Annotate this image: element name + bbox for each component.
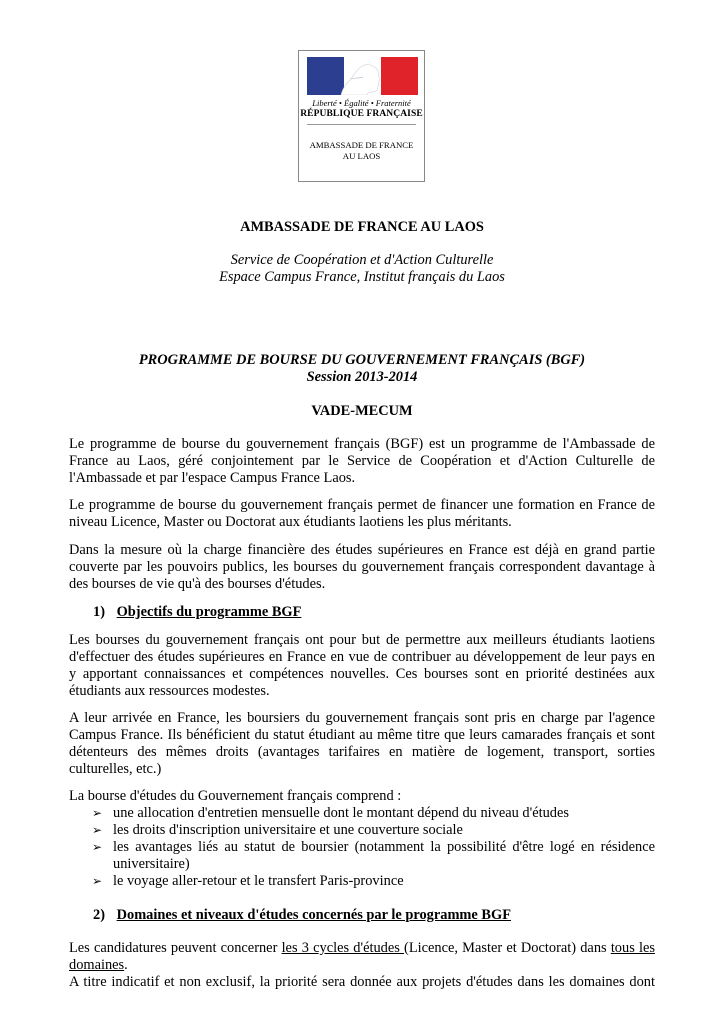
domaines-text: . — [124, 957, 128, 973]
paragraph-line: Le programme de bourse du gouvernement français (BGF) est un programme de l'Ambassade de — [69, 436, 655, 452]
republique-francaise-text: RÉPUBLIQUE FRANÇAISE — [300, 109, 423, 119]
program-title: PROGRAMME DE BOURSE DU GOUVERNEMENT FRANÇAIS (BGF) — [138, 352, 586, 368]
motto-text: Liberté • Égalité • Fraternité — [312, 98, 411, 108]
paragraph-line: d'effectuer des études supérieures en France en vue de contribuer au développement de leur pays en — [69, 649, 655, 665]
republique-francaise-logo — [298, 50, 425, 182]
program-session: Session 2013-2014 — [306, 369, 418, 385]
logo-embassy-line2: AU LAOS — [342, 151, 381, 161]
paragraph-line: y apportant connaissances et compétences nouvelles. Ces bourses sont en priorité destinées aux — [69, 666, 655, 682]
logo-embassy-line1: AMBASSADE DE FRANCE — [309, 140, 414, 150]
paragraph-line: couverte par les pouvoirs publics, les bourses du gouvernement français correspondent davantage à — [69, 559, 655, 575]
paragraph-line: A titre indicatif et non exclusif, la priorité sera donnée aux projets d'études dans les domaines dont — [69, 974, 655, 990]
bullet-text: universitaire) — [113, 856, 190, 872]
arrow-bullet-icon: ➢ — [92, 823, 103, 837]
tous-les-domaines-text: domaines — [69, 957, 125, 973]
paragraph-line: Dans la mesure où la charge financière des études supérieures en France est déjà en grand partie — [69, 542, 655, 558]
arrow-bullet-icon: ➢ — [92, 874, 103, 888]
domaines-paragraph — [69, 940, 655, 991]
section-1-title: Objectifs du programme BGF — [116, 604, 302, 620]
logo-embassy-name — [299, 140, 424, 162]
paragraph-line: l'Ambassade et par l'espace Campus France Laos. — [69, 470, 356, 486]
objectives-paragraph — [69, 632, 655, 700]
intro-paragraph — [69, 436, 655, 487]
paragraph-line: des bourses de vie qu'à des bourses d'études. — [69, 576, 326, 592]
arrow-bullet-icon: ➢ — [92, 840, 103, 854]
paragraph-line: détenteurs des mêmes droits (avantages tarifaires en matière de logement, transport, sorties — [69, 744, 655, 760]
bullet-text: une allocation d'entretien mensuelle dont le montant dépend du niveau d'études — [113, 805, 569, 821]
domaines-text: Les candidatures peuvent concerner — [69, 940, 282, 956]
domaines-text: (Licence, Master et Doctorat) dans — [404, 940, 611, 956]
section-1-heading — [93, 604, 301, 621]
paragraph-line: étudiants aux ressources modestes. — [69, 683, 270, 699]
paragraph-line: culturelles, etc.) — [69, 761, 162, 777]
tous-les-domaines-text: tous les — [610, 940, 655, 956]
paragraph-line — [69, 957, 655, 974]
arrow-bullet-icon: ➢ — [92, 806, 103, 820]
paragraph-line: A leur arrivée en France, les boursiers du gouvernement français sont pris en charge par l'agence — [69, 710, 655, 726]
section-1-number: 1) — [93, 604, 105, 620]
bullet-text: les avantages liés au statut de boursier (notamment la possibilité d'être logé en résidence — [113, 839, 655, 855]
paragraph-line: niveau Licence, Master ou Doctorat aux étudiants laotiens les plus méritants. — [69, 514, 512, 530]
paragraph-line — [69, 940, 655, 957]
section-2-heading — [93, 907, 511, 924]
arrival-paragraph — [69, 710, 655, 778]
section-2-title: Domaines et niveaux d'études concernés par le programme BGF — [116, 907, 511, 923]
bourse-intro: La bourse d'études du Gouvernement français comprend : — [69, 788, 402, 804]
paragraph-line: France au Laos, géré conjointement par le Service de Coopération et d'Action Culturelle de — [69, 453, 655, 469]
service-subtitle: Service de Coopération et d'Action Culturelle — [230, 252, 494, 268]
section-2-number: 2) — [93, 907, 105, 923]
vade-mecum-heading: VADE-MECUM — [311, 403, 413, 419]
cycles-link-text: les 3 cycles d'études — [281, 940, 405, 956]
financing-paragraph — [69, 497, 655, 531]
cost-paragraph — [69, 542, 655, 593]
bullet-text: le voyage aller-retour et le transfert Paris-province — [113, 873, 404, 889]
paragraph-line: Les bourses du gouvernement français ont pour but de permettre aux meilleurs étudiants laotiens — [69, 632, 655, 648]
embassy-title: AMBASSADE DE FRANCE AU LAOS — [240, 219, 484, 235]
marianne-flag-icon — [307, 57, 418, 95]
bullet-text: les droits d'inscription universitaire et une couverture sociale — [113, 822, 463, 838]
paragraph-line: Le programme de bourse du gouvernement français permet de financer une formation en France de — [69, 497, 655, 513]
paragraph-line: Campus France. Ils bénéficient du statut étudiant au même titre que leurs camarades français et sont — [69, 727, 655, 743]
campus-subtitle: Espace Campus France, Institut français du Laos — [219, 269, 505, 285]
logo-divider — [307, 124, 416, 125]
